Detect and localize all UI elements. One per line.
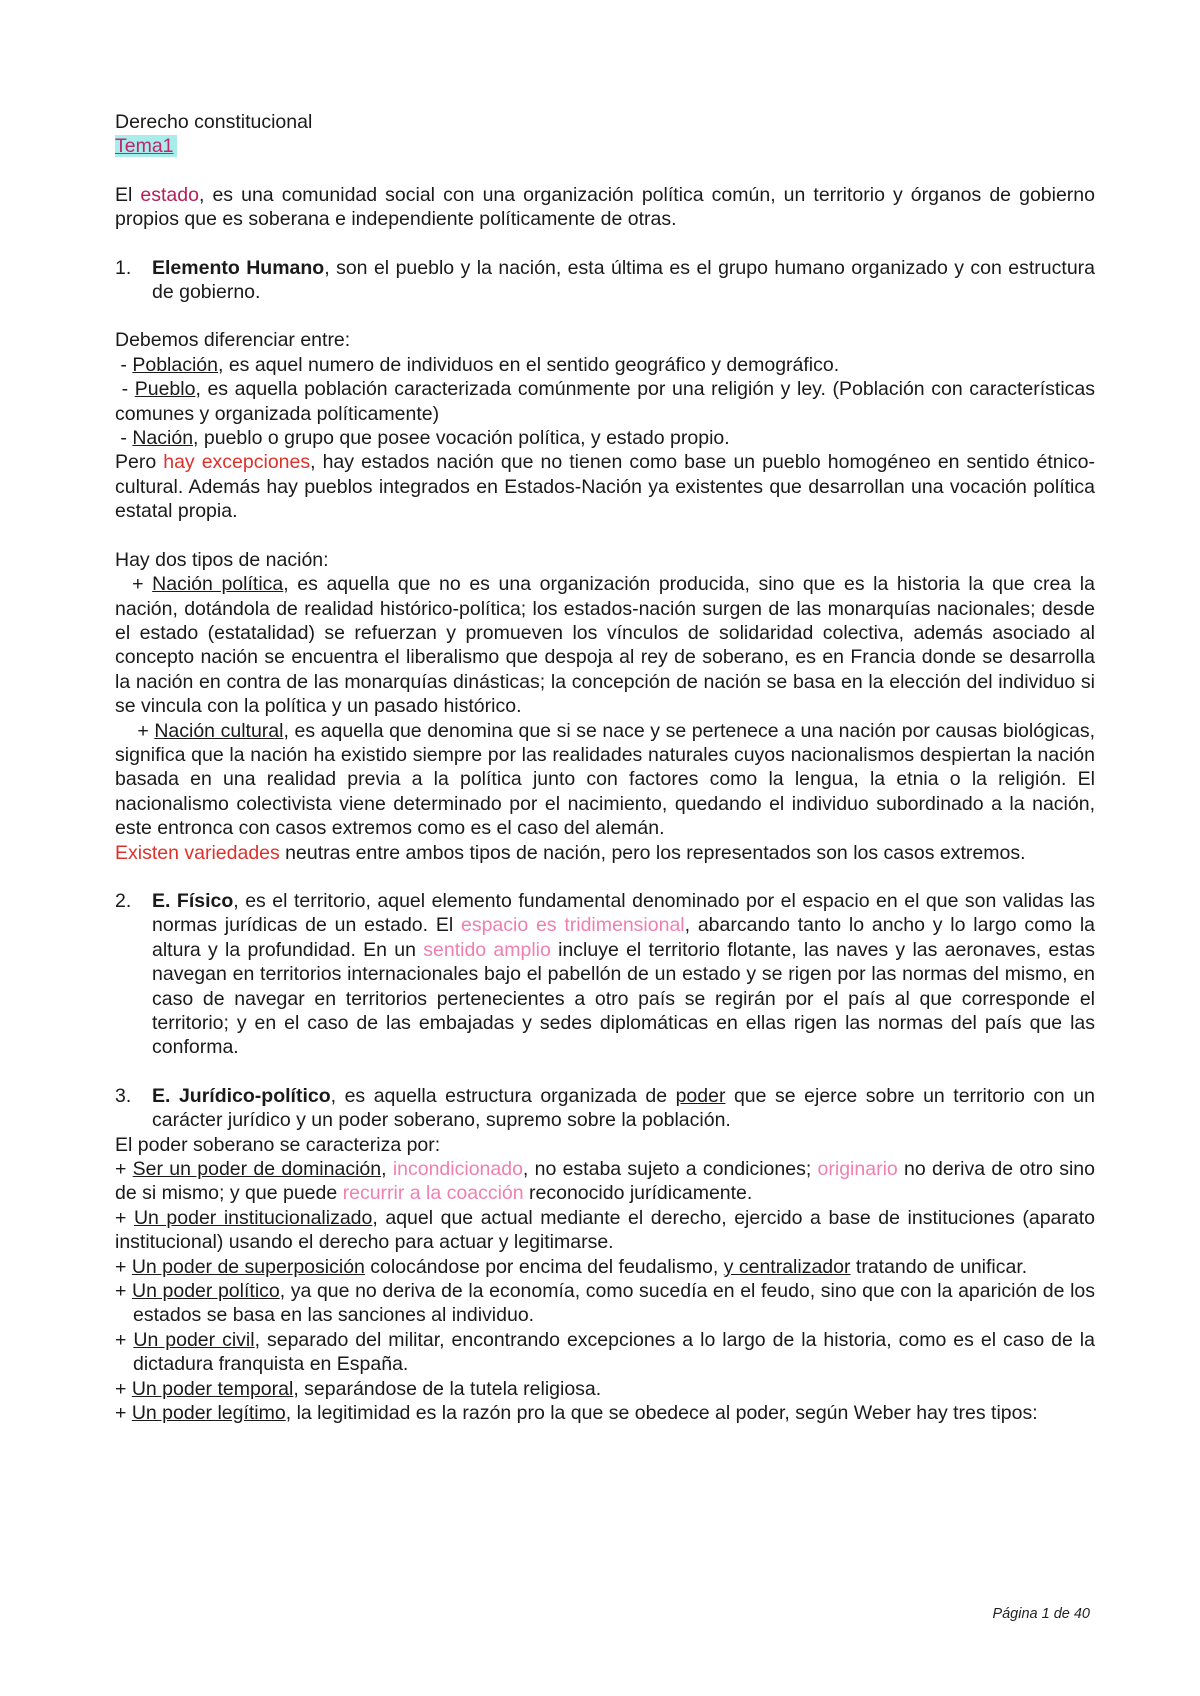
list-item-poblacion: - Población, es aquel numero de individuos en el sentido geográfico y demográfico. [115,353,840,376]
list-item-pueblo: - Pueblo, es aquella población caracterizada comúnmente por una religión y ley. (Población con características comunes y organizada políticamente) [115,378,1095,425]
list-item-nacion: - Nación, pueblo o grupo que posee vocación política, y estado propio. [115,427,730,450]
list-item-politico: + Un poder político, ya que no deriva de la economía, como sucedía en el feudo, sino que con la aparición de los estados se basa en las sanciones al individuo. [115,1280,1096,1327]
list-item-institucionalizado: + Un poder institucionalizado, aquel que actual mediante el derecho, ejercido a base de instituciones (aparato institucional) usando el derecho para actuar y legitimarse. [115,1206,1096,1254]
section-number: 3. [115,1084,132,1107]
list-item-nacion-cultural: + Nación cultural, es aquella que denomina que si se nace y se pertenece a una nación por causas biológicas, significa que la nación ha existido siempre por las realidades naturales cuyos nacionalismos despiertan la nación basada en una realidad previa a la política junto con factores como la lengua, la etnia o la religión. El nacionalismo colectivista viene determinado por el nacimiento, quedando el individuo subordinado a la nación, este entronca con casos extremos como es el caso del alemán. [115,719,1095,840]
section-number: 2. [115,889,132,912]
tema-highlight: Tema1 [115,135,177,157]
section-1: 1. Elemento Humano, son el pueblo y la nación, esta última es el grupo humano organizado y con estructura de gobierno. [115,256,1095,304]
tema-label [115,134,1095,158]
page-number: Página 1 de 40 [992,1606,1090,1622]
section-heading: Elemento Humano [152,256,325,279]
soberano-heading: El poder soberano se caracteriza por: [115,1133,441,1156]
estado-term: estado [140,183,199,206]
list-item-civil: + Un poder civil, separado del militar, encontrando excepciones a lo largo de la historia, como es el caso de la dictadura franquista en España. [115,1328,1095,1376]
section-number: 1. [115,256,132,279]
document-body [115,110,1095,1426]
section-2: 2. E. Físico, es el territorio, aquel elemento fundamental denominado por el espacio en el que son validas las normas jurídicas de un estado. El espacio es tridimensional, abarcando tanto lo ancho y lo largo como la altura y la profundidad. En un sentido amplio incluye el territorio flotante, las naves y las aeronaves, estas navegan en territorios internacionales bajo el pabellón de un estado y se rigen por las normas del mismo, en caso de navegar en territorios pertenecientes a otro país se regirán por el país al que corresponde el territorio; y en el caso de las embajadas y sedes diplomáticas en ellas rigen las normas del país que las conforma. [115,889,1096,1059]
section-heading: E. Físico [152,889,234,912]
existen-paragraph: Existen variedades neutras entre ambos tipos de nación, pero los representados son los casos extremos. [115,841,1026,864]
list-item-dominacion: + Ser un poder de dominación, incondicionado, no estaba sujeto a condiciones; originario no deriva de otro sino de si mismo; y que puede recurrir a la coacción reconocido jurídicamente. [115,1158,1095,1205]
list-item-superposicion: + Un poder de superposición colocándose por encima del feudalismo, y centralizador tratando de unificar. [115,1255,1028,1278]
section-heading: E. Jurídico-político [152,1084,331,1107]
tipos-heading: Hay dos tipos de nación: [115,548,329,571]
list-item-nacion-politica: + Nación política, es aquella que no es una organización producida, sino que es la historia la que crea la nación, dotándola de realidad histórico-política; los estados-nación surgen de las monarquías nacionales; desde el estado (estatalidad) se refuerzan y promueven los vínculos de solidaridad colectiva, además asociado al concepto nación se encuentra el liberalismo que despoja al rey de soberano, es en Francia donde se desarrolla la nación en contra de las monarquías dinásticas; la concepción de nación se basa en la elección del individuo si se vincula con la política y un pasado histórico. [115,573,1095,718]
pero-paragraph: Pero hay excepciones, hay estados nación que no tienen como base un pueblo homogéneo en sentido étnico-cultural. Además hay pueblos integrados en Estados-Nación ya existentes que desarrollan una vocación política estatal propia. [115,451,1095,523]
section-3: 3. E. Jurídico-político, es aquella estructura organizada de poder que se ejerce sobre un territorio con un carácter jurídico y un poder soberano, supremo sobre la población. [115,1084,1095,1132]
list-item-legitimo: + Un poder legítimo, la legitimidad es la razón pro la que se obedece al poder, según Weber hay tres tipos: [115,1402,1038,1425]
dif-heading: Debemos diferenciar entre: [115,329,351,352]
intro-paragraph: El estado, es una comunidad social con una organización política común, un territorio y órganos de gobierno propios que es soberana e independiente políticamente de otras. [115,183,1095,231]
document-title: Derecho constitucional [115,111,313,133]
list-item-temporal: + Un poder temporal, separándose de la tutela religiosa. [115,1377,602,1400]
